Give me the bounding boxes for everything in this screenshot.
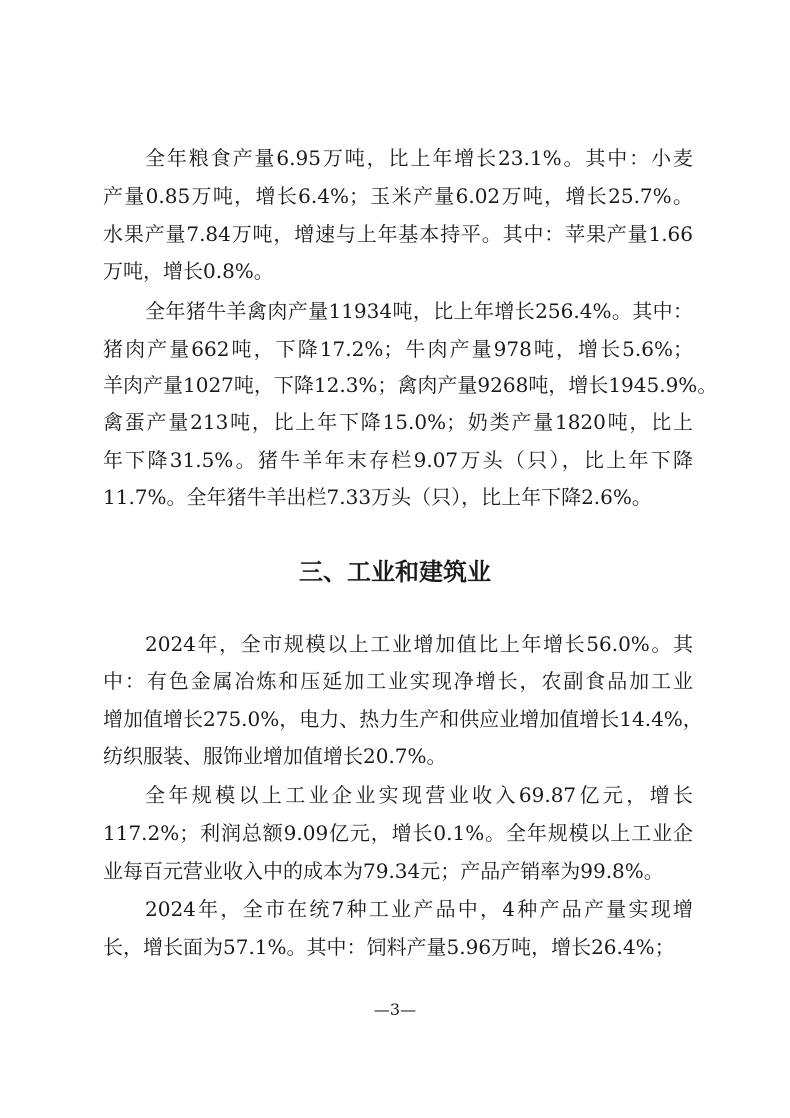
paragraph-line: 禽蛋产量213吨，比上年下降15.0%；奶类产量1820吨，比上	[103, 410, 693, 434]
paragraph-line: 2024年，全市在统7种工业产品中，4种产品产量实现增	[145, 897, 693, 921]
paragraph-line: 中：有色金属冶炼和压延加工业实现净增长，农副食品加工业	[103, 669, 693, 693]
paragraph-line: 全年猪牛羊禽肉产量11934吨，比上年增长256.4%。其中：	[145, 299, 693, 323]
paragraph-line: 纺织服装、服饰业增加值增长20.7%。	[103, 744, 447, 768]
paragraph-line: 猪肉产量662吨，下降17.2%；牛肉产量978吨，增长5.6%；	[103, 337, 693, 361]
paragraph-line: 2024年，全市规模以上工业增加值比上年增长56.0%。其	[145, 632, 693, 656]
paragraph-line: 长，增长面为57.1%。其中：饲料产量5.96万吨，增长26.4%；	[103, 935, 675, 959]
paragraph-line: 水果产量7.84万吨，增速与上年基本持平。其中：苹果产量1.66	[103, 222, 693, 246]
paragraph-line: 羊肉产量1027吨，下降12.3%；禽肉产量9268吨，增长1945.9%。	[103, 373, 718, 397]
paragraph-line: 年下降31.5%。猪牛羊年末存栏9.07万头（只），比上年下降	[103, 448, 693, 472]
page-number: —3—	[373, 1000, 417, 1019]
paragraph-line: 增加值增长275.0%，电力、热力生产和供应业增加值增长14.4%，	[103, 707, 703, 731]
paragraph-line: 产量0.85万吨，增长6.4%；玉米产量6.02万吨，增长25.7%。	[103, 184, 693, 208]
section-heading: 三、工业和建筑业	[299, 558, 491, 586]
paragraph-line: 全年规模以上工业企业实现营业收入69.87亿元，增长	[145, 783, 693, 807]
paragraph-line: 11.7%。全年猪牛羊出栏7.33万头（只），比上年下降2.6%。	[103, 485, 652, 509]
paragraph-line: 业每百元营业收入中的成本为79.34元；产品产销率为99.8%。	[103, 859, 664, 883]
paragraph-line: 117.2%；利润总额9.09亿元，增长0.1%。全年规模以上工业企	[103, 821, 693, 845]
paragraph-line: 全年粮食产量6.95万吨，比上年增长23.1%。其中：小麦	[145, 146, 693, 170]
paragraph-line: 万吨，增长0.8%。	[103, 259, 274, 283]
